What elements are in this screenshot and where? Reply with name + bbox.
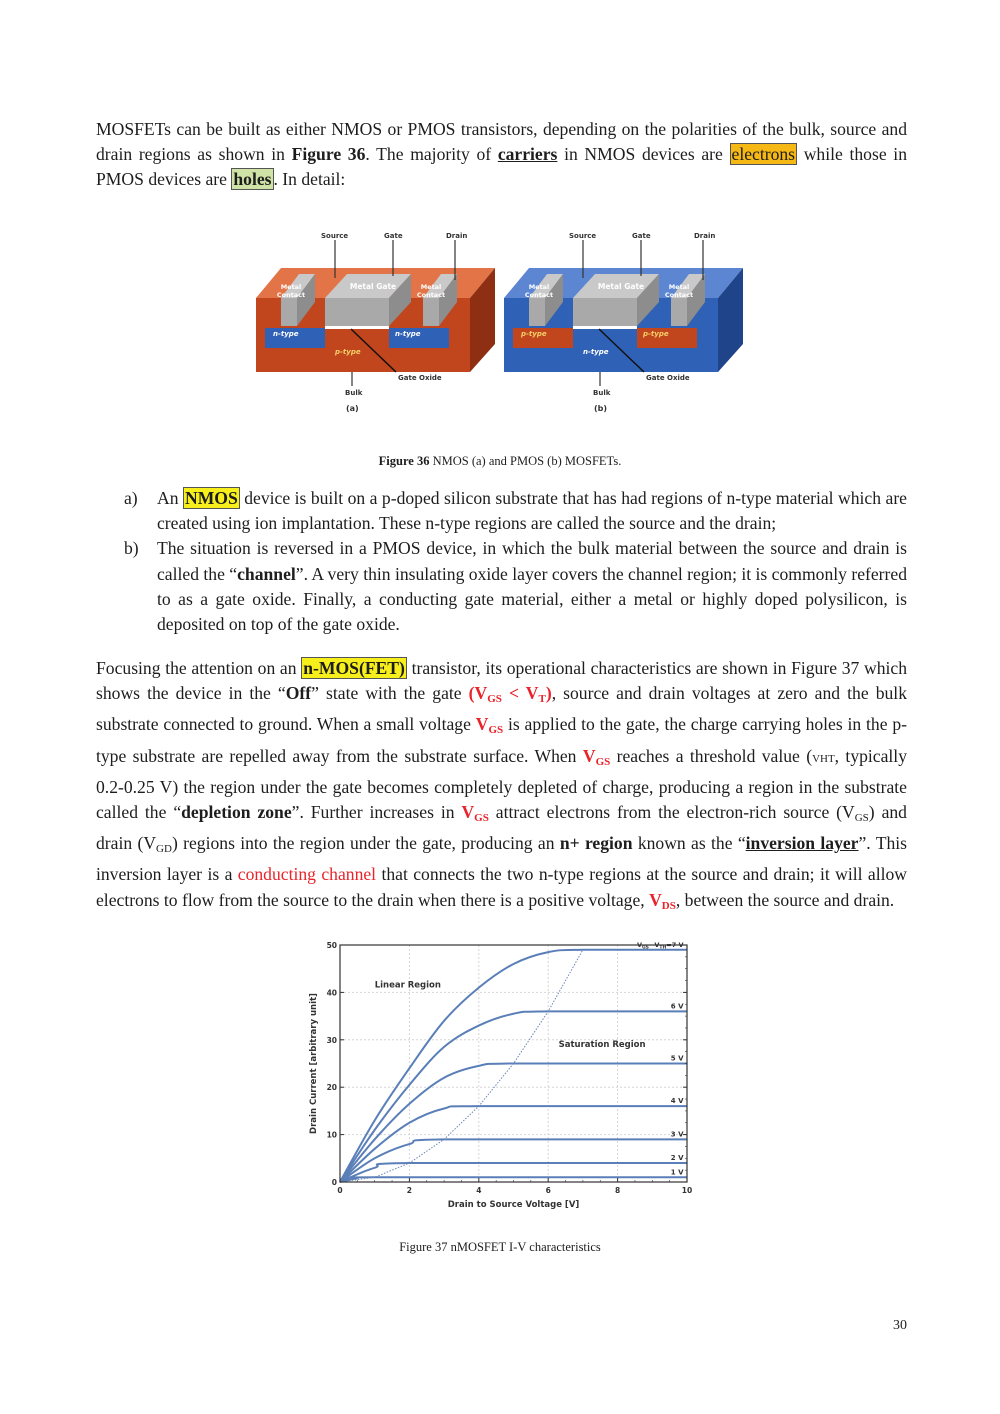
figure-37-iv-chart bbox=[300, 935, 700, 1210]
nmos-source-label: Source bbox=[321, 232, 349, 240]
list-item-a: a) An NMOS device is built on a p-doped silicon substrate that has had regions of n-type material which are created using ion implantation. These n-type regions are called the source and the drain; bbox=[124, 488, 907, 534]
n-plus-region-term: n+ region bbox=[559, 833, 633, 854]
nmos-highlight: NMOS bbox=[184, 488, 238, 508]
page-number: 30 bbox=[893, 1318, 907, 1333]
series-label: 2 V bbox=[670, 1154, 684, 1163]
inversion-layer-term: inversion layer bbox=[745, 833, 859, 854]
pmos-diagram bbox=[504, 232, 743, 413]
x-tick-label: 8 bbox=[614, 1186, 621, 1195]
carriers-term: carriers bbox=[497, 144, 558, 165]
x-tick-label: 4 bbox=[476, 1186, 482, 1195]
figure-36-caption: Figure 36 NMOS (a) and PMOS (b) MOSFETs. bbox=[378, 454, 622, 468]
y-tick-label: 40 bbox=[326, 988, 337, 998]
saturation-region-annotation: Saturation Region bbox=[558, 1039, 646, 1050]
nmos-gate-label: Gate bbox=[384, 232, 403, 240]
svg-text:Metal: Metal bbox=[668, 283, 690, 291]
nmos-metal-gate-label: Metal Gate bbox=[349, 282, 397, 291]
y-tick-label: 30 bbox=[326, 1035, 337, 1045]
list-item-b: b) The situation is reversed in a PMOS device, in which the bulk material between the source and drain is called the “channel”. A very thin insulating oxide layer covers the channel region; it is commonly referred to as a gate oxide. Finally, a conducting gate material, either a metal or highly doped polysilicon, is deposited on top of the gate oxide. bbox=[124, 538, 907, 635]
series-label: 3 V bbox=[670, 1130, 684, 1139]
detail-list bbox=[124, 486, 907, 637]
iv-curve bbox=[340, 1106, 687, 1182]
nmos-bulk-label: Bulk bbox=[345, 389, 363, 397]
y-tick-label: 20 bbox=[326, 1083, 337, 1093]
x-tick-label: 6 bbox=[545, 1186, 551, 1195]
series-label: 6 V bbox=[670, 1002, 684, 1011]
intro-paragraph: MOSFETs can be built as either NMOS or PMOS transistors, depending on the polarities of the bulk, source and drain regions as shown in Figure 36. The majority of carriers in NMOS devices are electrons while those in PMOS devices are holes . In detail: bbox=[96, 119, 907, 190]
svg-text:Metal: Metal bbox=[528, 283, 550, 291]
off-condition: $(V_{GS} < V_T)$ bbox=[468, 683, 552, 706]
x-axis-label: Drain to Source Voltage [V] bbox=[447, 1200, 580, 1210]
y-tick-label: 10 bbox=[326, 1130, 337, 1140]
pmos-drain-label: Drain bbox=[694, 232, 716, 240]
pmos-bulk-label: Bulk bbox=[593, 389, 611, 397]
x-tick-label: 0 bbox=[337, 1186, 343, 1195]
pmos-source-type-label: p-type bbox=[521, 330, 547, 338]
nmos-gate-oxide-label: Gate Oxide bbox=[398, 374, 442, 382]
iv-curve bbox=[340, 1139, 687, 1182]
pmos-source-label: Source bbox=[569, 232, 597, 240]
figure-36-mosfet-diagrams bbox=[253, 226, 750, 426]
svg-text:Contact: Contact bbox=[524, 291, 554, 299]
chart-series-labels bbox=[637, 941, 684, 1176]
series-label: 1 V bbox=[670, 1168, 684, 1177]
pmos-gate-oxide-label: Gate Oxide bbox=[646, 374, 690, 382]
series-label: 5 V bbox=[670, 1054, 684, 1063]
svg-text:Contact: Contact bbox=[276, 291, 306, 299]
nmos-drain-type-label: n-type bbox=[395, 330, 421, 338]
holes-highlight: holes bbox=[233, 169, 272, 190]
svg-text:Contact: Contact bbox=[416, 291, 446, 299]
svg-text:Metal: Metal bbox=[280, 283, 302, 291]
pmos-drain-type-label: p-type bbox=[643, 330, 669, 338]
figure-37-caption: Figure 37 nMOSFET I-V characteristics bbox=[399, 1240, 601, 1254]
panel-b-label: (b) bbox=[594, 404, 608, 413]
pmos-drain-contact bbox=[671, 298, 687, 326]
pmos-gate-label: Gate bbox=[632, 232, 651, 240]
svg-text:Contact: Contact bbox=[664, 291, 694, 299]
pmos-metal-gate bbox=[573, 298, 637, 326]
nmosfet-highlight: n-MOS(FET) bbox=[303, 658, 405, 678]
nmos-diagram bbox=[256, 232, 495, 413]
figure-36-ref: Figure 36 bbox=[291, 144, 366, 165]
iv-curve bbox=[340, 1163, 687, 1182]
svg-text:Metal: Metal bbox=[420, 283, 442, 291]
x-tick-label: 2 bbox=[406, 1186, 413, 1195]
channel-term: channel bbox=[237, 563, 296, 584]
iv-curve bbox=[340, 1011, 687, 1182]
nmos-metal-gate bbox=[325, 298, 389, 326]
pmos-metal-gate-label: Metal Gate bbox=[597, 282, 645, 291]
pmos-source-contact bbox=[529, 298, 545, 326]
series-label: 4 V bbox=[670, 1097, 684, 1106]
linear-region-annotation: Linear Region bbox=[374, 980, 441, 991]
electrons-highlight: electrons bbox=[731, 144, 796, 165]
conducting-channel-term: conducting channel bbox=[237, 864, 377, 885]
nmos-drain-contact bbox=[423, 298, 439, 326]
nmos-source-type-label: n-type bbox=[273, 330, 299, 338]
pmos-bulk-type-label: n-type bbox=[583, 348, 609, 356]
depletion-zone-term: depletion zone bbox=[181, 802, 292, 823]
series-label: $V_{GS}-V_{TH}=7$ V bbox=[636, 941, 684, 951]
nmos-bulk-type-label: p-type bbox=[335, 348, 361, 356]
y-tick-label: 50 bbox=[326, 941, 337, 950]
nmos-source-contact bbox=[281, 298, 297, 326]
x-tick-label: 10 bbox=[681, 1186, 693, 1195]
operation-paragraph: Focusing the attention on an n-MOS(FET) transistor, its operational characteristics are shown in Figure 37 which shows the device in the “Off” state with the gate $(V_{GS} < V_T)$, source and drain voltages at zero and the bulk substrate connected to ground. When a small voltage $V_{GS}$ is applied to the gate, the charge carrying holes in the p-type substrate are repelled away from the substrate surface. When $V_{GS}$ reaches a threshold value (VHT, typically 0.2-0.25 V) the region under the gate becomes completely depleted of charge, producing a region in the substrate called the “depletion zone”. Further increases in $V_{GS}$ attract electrons from the electron-rich source $(V_{GS})$ and drain $(V_{GD})$ regions into the region under the gate, producing an n+ region known as the “inversion layer”. This inversion layer is a conducting channel that connects the two n-type regions at the source and drain; it will allow electrons to flow from the source to the drain when there is a positive voltage, $V_{DS}$, between the source and drain. bbox=[96, 658, 907, 912]
nmos-drain-label: Drain bbox=[446, 232, 468, 240]
y-tick-label: 0 bbox=[331, 1178, 337, 1187]
panel-a-label: (a) bbox=[346, 404, 359, 413]
y-axis-label: Drain Current [arbitrary unit] bbox=[309, 993, 319, 1134]
